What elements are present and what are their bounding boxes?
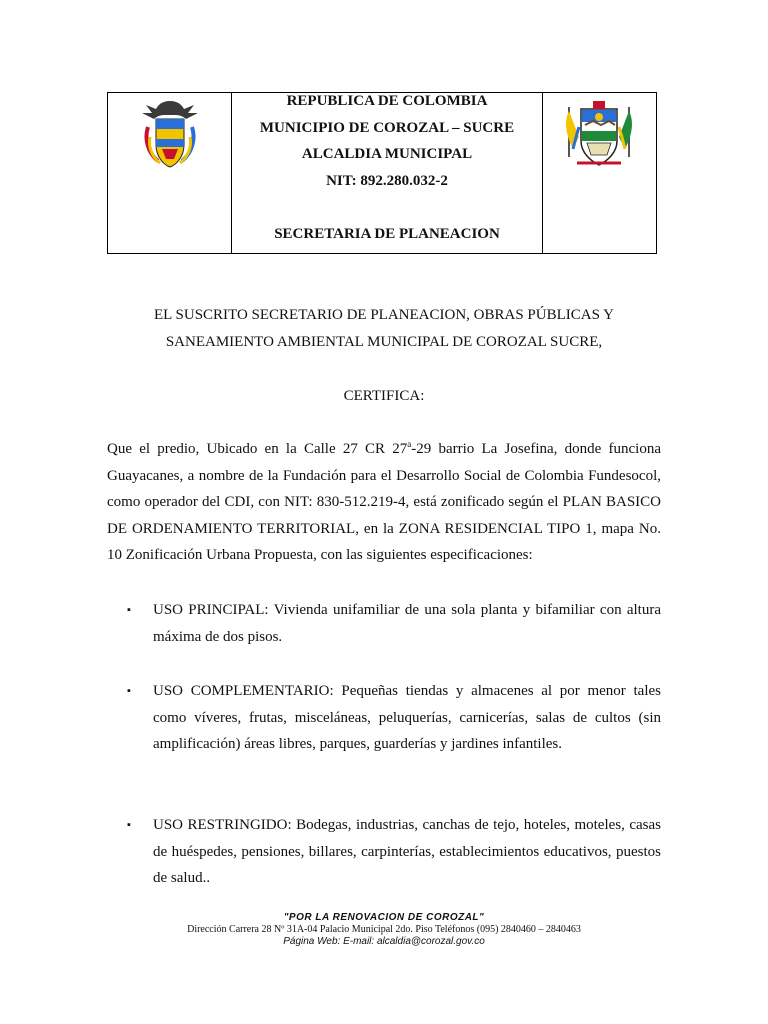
intro-line-1: EL SUSCRITO SECRETARIO DE PLANEACION, OBRAS PÚBLICAS Y [154, 307, 614, 323]
header-country: REPUBLICA DE COLOMBIA [286, 93, 488, 109]
list-item-text: USO PRINCIPAL: Vivienda unifamiliar de una sola planta y bifamiliar con altura máxima de dos pisos. [153, 602, 661, 645]
list-item-uso-principal [127, 597, 661, 650]
colombia-coat-of-arms-logo [138, 97, 202, 173]
letterhead-right-cell [543, 93, 656, 253]
letterhead-left-cell [108, 93, 232, 253]
bullet-icon: ▪ [127, 604, 131, 616]
bullet-icon: ▪ [127, 819, 131, 831]
corozal-municipal-shield-logo [563, 97, 635, 173]
footer-web-email: Página Web: E-mail: alcaldia@corozal.gov.co [283, 936, 485, 947]
footer-slogan: "POR LA RENOVACION DE COROZAL" [283, 912, 485, 923]
list-item-uso-complementario [127, 678, 661, 758]
letterhead-title-cell [232, 93, 543, 253]
header-office: ALCALDIA MUNICIPAL [301, 146, 473, 162]
list-item-text: USO RESTRINGIDO: Bodegas, industrias, canchas de tejo, hoteles, moteles, casas de huéspedes, pensiones, billares, carpinterías, establecimientos educativos, puestos de salud.. [153, 817, 661, 886]
body-paragraph-part2: -29 barrio La Josefina, donde funciona Guayacanes, a nombre de la Fundación para el Desarrollo Social de Colombia Fundesocol, como operador del CDI, con NIT: 830-512.219-4, está zonificado según el PLAN BASICO DE ORDENAMIENTO TERRITORIAL, en la ZONA RESIDENCIAL TIPO 1, mapa No. 10 Zonificación Urbana Propuesta, con las siguientes especificaciones: [107, 441, 661, 563]
body-paragraph-part1: Que el predio, Ubicado en la Calle 27 CR 27 [107, 441, 408, 457]
body-paragraph [107, 436, 661, 569]
header-department: SECRETARIA DE PLANEACION [274, 226, 500, 242]
list-item-text: USO COMPLEMENTARIO: Pequeñas tiendas y almacenes al por menor tales como víveres, frutas, misceláneas, peluquerías, carnicerías, salas de cultos (sin amplificación) áreas libres, parques, guarderías y jardines infantiles. [153, 683, 661, 752]
header-nit: NIT: 892.280.032-2 [326, 173, 448, 189]
certifica-heading: CERTIFICA: [343, 388, 425, 404]
header-municipality: MUNICIPIO DE COROZAL – SUCRE [259, 120, 515, 136]
bullet-icon: ▪ [127, 685, 131, 697]
intro-line-2: SANEAMIENTO AMBIENTAL MUNICIPAL DE COROZAL SUCRE, [165, 334, 603, 350]
footer-address: Dirección Carrera 28 Nº 31A-04 Palacio Municipal 2do. Piso Teléfonos (095) 2840460 – 2840463 [187, 924, 581, 935]
body-paragraph-superscript: a [407, 439, 412, 449]
letterhead-table [107, 92, 657, 254]
list-item-uso-restringido [127, 812, 661, 892]
